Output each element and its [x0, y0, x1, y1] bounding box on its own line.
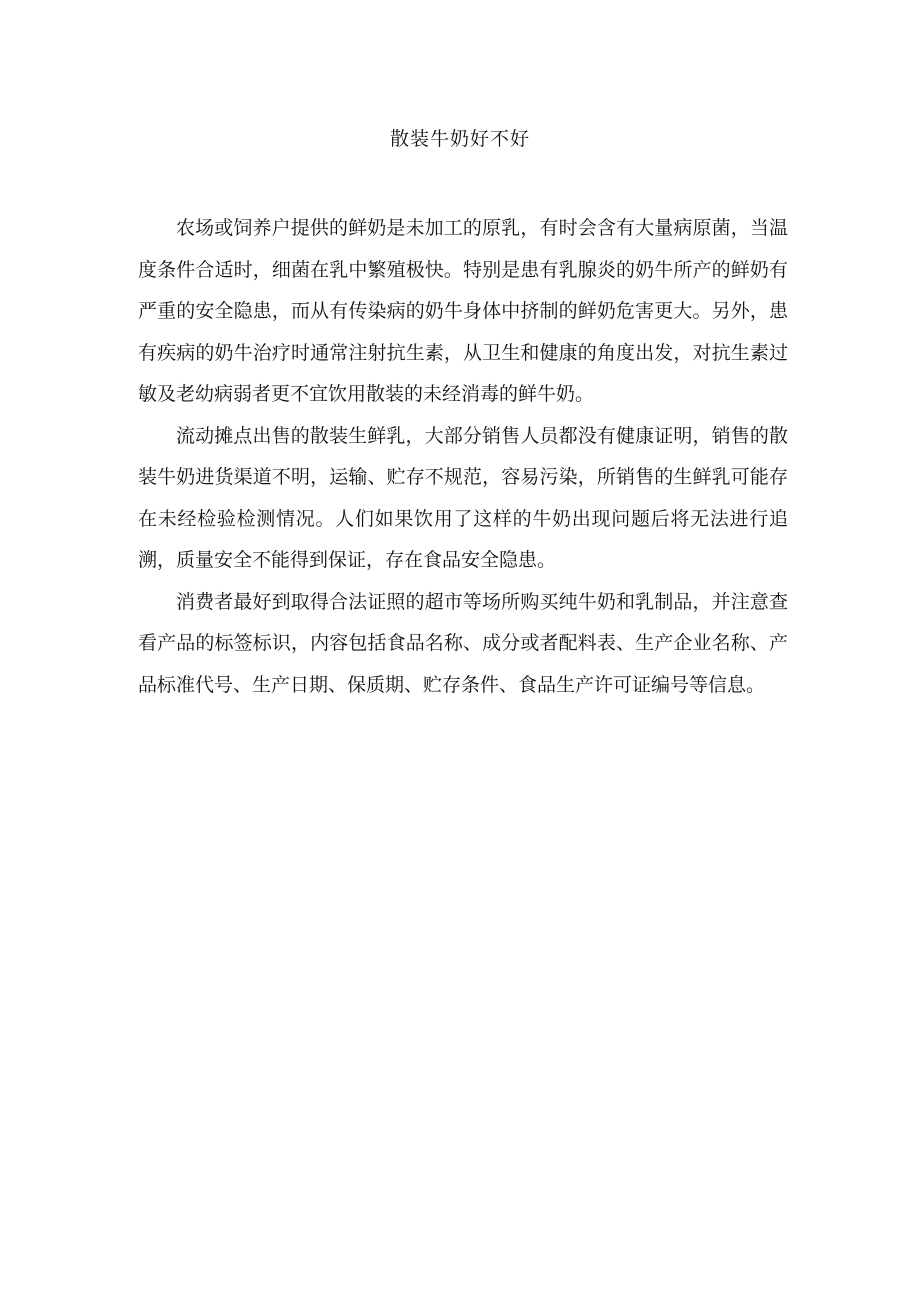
paragraph-3: 消费者最好到取得合法证照的超市等场所购买纯牛奶和乳制品，并注意查看产品的标签标识，内容包括食品名称、成分或者配料表、生产企业名称、产品标准代号、生产日期、保质期、贮存条件、食品生产许可证编号等信息。	[138, 590, 788, 696]
paragraph-1: 农场或饲养户提供的鲜奶是未加工的原乳，有时会含有大量病原菌，当温度条件合适时，细菌在乳中繁殖极快。特别是患有乳腺炎的奶牛所产的鲜奶有严重的安全隐患，而从有传染病的奶牛身体中挤制的鲜奶危害更大。另外，患有疾病的奶牛治疗时通常注射抗生素，从卫生和健康的角度出发，对抗生素过敏及老幼病弱者更不宜饮用散装的未经消毒的鲜牛奶。	[138, 217, 788, 405]
document-title: 散装牛奶好不好	[389, 128, 530, 150]
paragraph-2: 流动摊点出售的散装生鲜乳，大部分销售人员都没有健康证明，销售的散装牛奶进货渠道不明，运输、贮存不规范，容易污染，所销售的生鲜乳可能存在未经检验检测情况。人们如果饮用了这样的牛奶出现问题后将无法进行追溯，质量安全不能得到保证，存在食品安全隐患。	[138, 424, 788, 571]
document-body	[138, 208, 788, 706]
